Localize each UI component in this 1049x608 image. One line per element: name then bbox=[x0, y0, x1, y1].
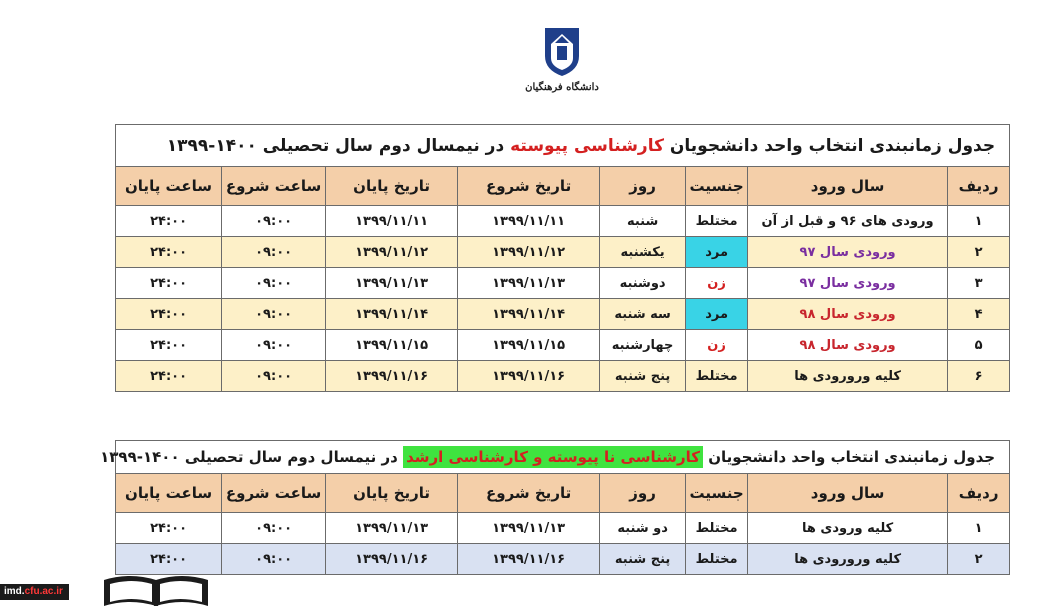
col-header-end-time: ساعت پایان bbox=[116, 474, 222, 513]
university-emblem-icon bbox=[535, 22, 589, 80]
table-row: ۳ ورودی سال ۹۷ زن دوشنبه ۱۳۹۹/۱۱/۱۳ ۱۳۹۹/۱۱/۱۳ ۰۹:۰۰ ۲۴:۰۰ bbox=[116, 268, 1010, 299]
book-icon bbox=[100, 570, 212, 608]
gender-badge: مرد bbox=[686, 237, 748, 268]
schedule-table-continuous-bachelor bbox=[115, 124, 1009, 392]
table-row: ۲ ورودی سال ۹۷ مرد یکشنبه ۱۳۹۹/۱۱/۱۲ ۱۳۹۹/۱۱/۱۲ ۰۹:۰۰ ۲۴:۰۰ bbox=[116, 237, 1010, 268]
table2-header-row bbox=[116, 474, 1010, 513]
table2-title-highlight: کارشناسی نا پیوسته و کارشناسی ارشد bbox=[403, 446, 703, 468]
gender-badge: زن bbox=[686, 330, 748, 361]
table1-title-highlight: کارشناسی پیوسته bbox=[510, 135, 664, 156]
col-header-row-num: ردیف bbox=[948, 167, 1010, 206]
col-header-start-date: تاریخ شروع bbox=[458, 474, 600, 513]
schedule-table-discontinuous-and-masters bbox=[100, 440, 1009, 575]
site-url-watermark[interactable]: imd.cfu.ac.ir bbox=[0, 584, 69, 600]
col-header-gender: جنسیت bbox=[686, 167, 748, 206]
col-header-start-date: تاریخ شروع bbox=[458, 167, 600, 206]
col-header-start-time: ساعت شروع bbox=[222, 474, 326, 513]
col-header-end-date: تاریخ پایان bbox=[326, 167, 458, 206]
university-name: دانشگاه فرهنگیان bbox=[525, 82, 599, 93]
gender-badge: مرد bbox=[686, 299, 748, 330]
table1-title: جدول زمانبندی انتخاب واحد دانشجویان کارشناسی پیوسته در نیمسال دوم سال تحصیلی ۱۴۰۰-۱۳۹۹ bbox=[116, 125, 1010, 167]
col-header-day: روز bbox=[600, 474, 686, 513]
table-row: ۵ ورودی سال ۹۸ زن چهارشنبه ۱۳۹۹/۱۱/۱۵ ۱۳۹۹/۱۱/۱۵ ۰۹:۰۰ ۲۴:۰۰ bbox=[116, 330, 1010, 361]
table-row: ۲ کلیه ورورودی ها مختلط پنج شنبه ۱۳۹۹/۱۱/۱۶ ۱۳۹۹/۱۱/۱۶ ۰۹:۰۰ ۲۴:۰۰ bbox=[116, 544, 1010, 575]
col-header-start-time: ساعت شروع bbox=[222, 167, 326, 206]
table1-header-row bbox=[116, 167, 1010, 206]
col-header-gender: جنسیت bbox=[686, 474, 748, 513]
table-row: ۶ کلیه ورورودی ها مختلط پنج شنبه ۱۳۹۹/۱۱/۱۶ ۱۳۹۹/۱۱/۱۶ ۰۹:۰۰ ۲۴:۰۰ bbox=[116, 361, 1010, 392]
col-header-end-time: ساعت پایان bbox=[116, 167, 222, 206]
col-header-entry-year: سال ورود bbox=[748, 474, 948, 513]
col-header-end-date: تاریخ پایان bbox=[326, 474, 458, 513]
col-header-entry-year: سال ورود bbox=[748, 167, 948, 206]
gender-badge: زن bbox=[686, 268, 748, 299]
table-row: ۱ کلیه ورودی ها مختلط دو شنبه ۱۳۹۹/۱۱/۱۳ ۱۳۹۹/۱۱/۱۳ ۰۹:۰۰ ۲۴:۰۰ bbox=[116, 513, 1010, 544]
table-row: ۴ ورودی سال ۹۸ مرد سه شنبه ۱۳۹۹/۱۱/۱۴ ۱۳۹۹/۱۱/۱۴ ۰۹:۰۰ ۲۴:۰۰ bbox=[116, 299, 1010, 330]
university-logo bbox=[520, 22, 604, 106]
col-header-day: روز bbox=[600, 167, 686, 206]
col-header-row-num: ردیف bbox=[948, 474, 1010, 513]
table-row: ۱ ورودی های ۹۶ و قبل از آن مختلط شنبه ۱۳۹۹/۱۱/۱۱ ۱۳۹۹/۱۱/۱۱ ۰۹:۰۰ ۲۴:۰۰ bbox=[116, 206, 1010, 237]
table2-title: جدول زمانبندی انتخاب واحد دانشجویان کارشناسی نا پیوسته و کارشناسی ارشد در نیمسال دوم سال تحصیلی ۱۴۰۰-۱۳۹۹ bbox=[116, 441, 1010, 474]
